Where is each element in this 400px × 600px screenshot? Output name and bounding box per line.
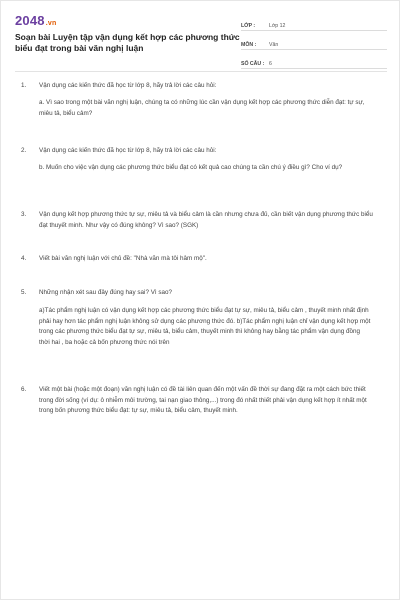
meta-label: LỚP : [241,23,256,29]
question-text: Vận dụng các kiến thức đã học từ lớp 8, hãy trả lời các câu hỏi: [39,82,217,89]
logo-suffix: .vn [45,20,57,27]
site-logo[interactable] [15,13,56,28]
question-item [21,146,381,191]
meta-box [241,16,387,73]
question-text: Vận dụng các kiến thức đã học từ lớp 8, hãy trả lời các câu hỏi: [39,147,217,154]
question-subtext: a)Tác phẩm nghị luận có vận dụng kết hợp các phương thức biểu đạt tự sự, miêu tả, biểu cảm , thuyết minh nhất định phải hay hơn tác phẩm nghị luận không sử dụng các phương thức đó. b)Tác phẩm nghị luận chỉ vận dụng kết hợp một trong các phương thức biểu đạt tự sự, miêu tả, biểu cảm, thuyết minh thì không hay bằng tác phẩm vận dụng đồng thời hai , ba hoặc cả bốn phương thức nói trên [39,307,371,346]
question-number: 2. [21,147,27,154]
header-divider [15,71,387,72]
question-item [21,81,381,126]
question-subtext: a. Vì sao trong một bài văn nghị luận, chúng ta có những lúc cần vận dụng kết hợp các phương thức diễn đạt: tự sự, miêu tả, biểu cảm? [39,99,365,117]
question-number: 1. [21,82,27,89]
meta-label: SỐ CÂU : [241,61,265,67]
meta-value: Lớp 12 [269,23,286,29]
question-number: 3. [21,211,27,218]
question-number: 4. [21,255,27,262]
meta-row-count [241,54,387,69]
meta-value: Văn [269,42,279,48]
question-text: Những nhận xét sau đây đúng hay sai? Vì sao? [39,289,173,296]
header [15,13,387,65]
question-number: 5. [21,289,27,296]
meta-row-class [241,16,387,31]
meta-value: 6 [269,61,272,67]
question-subtext: b. Muốn cho việc vận dụng các phương thức biểu đạt có kết quả cao chúng ta cần chú ý điều gì? Cho ví dụ? [39,164,343,171]
question-item [21,288,381,378]
meta-label: MÔN : [241,42,257,48]
document-title: Soạn bài Luyện tập vận dụng kết hợp các phương thức biểu đạt trong bài văn nghị luận [15,32,240,53]
logo-text: 2048 [15,13,45,28]
question-text: Vận dụng kết hợp phương thức tự sự, miêu tả và biểu cảm là cần nhưng chưa đủ, cần biết vận dụng phương thức biểu đạt thuyết minh. Như vậy có đúng không? Vì sao? (SGK) [39,211,373,229]
question-item [21,385,381,435]
question-item [21,210,381,234]
question-text: Viết một bài (hoặc một đoạn) văn nghị luận có đề tài liên quan đến một vấn đề thời sự đang đặt ra một cách bức thiết trong đời sống (ví dụ: ô nhiễm môi trường, tai nạn giao thông,...) trong đó nhất thiết phải vận dụng kết hợp ít nhất một trong bốn phương thức biểu đạt: tự sự, miêu tả, biểu cảm, thuyết minh. [39,386,367,414]
meta-row-subject [241,35,387,50]
question-item [21,254,381,266]
question-number: 6. [21,386,27,393]
question-text: Viết bài văn nghị luận với chủ đề: "Nhà văn mà tôi hâm mộ". [39,255,207,262]
